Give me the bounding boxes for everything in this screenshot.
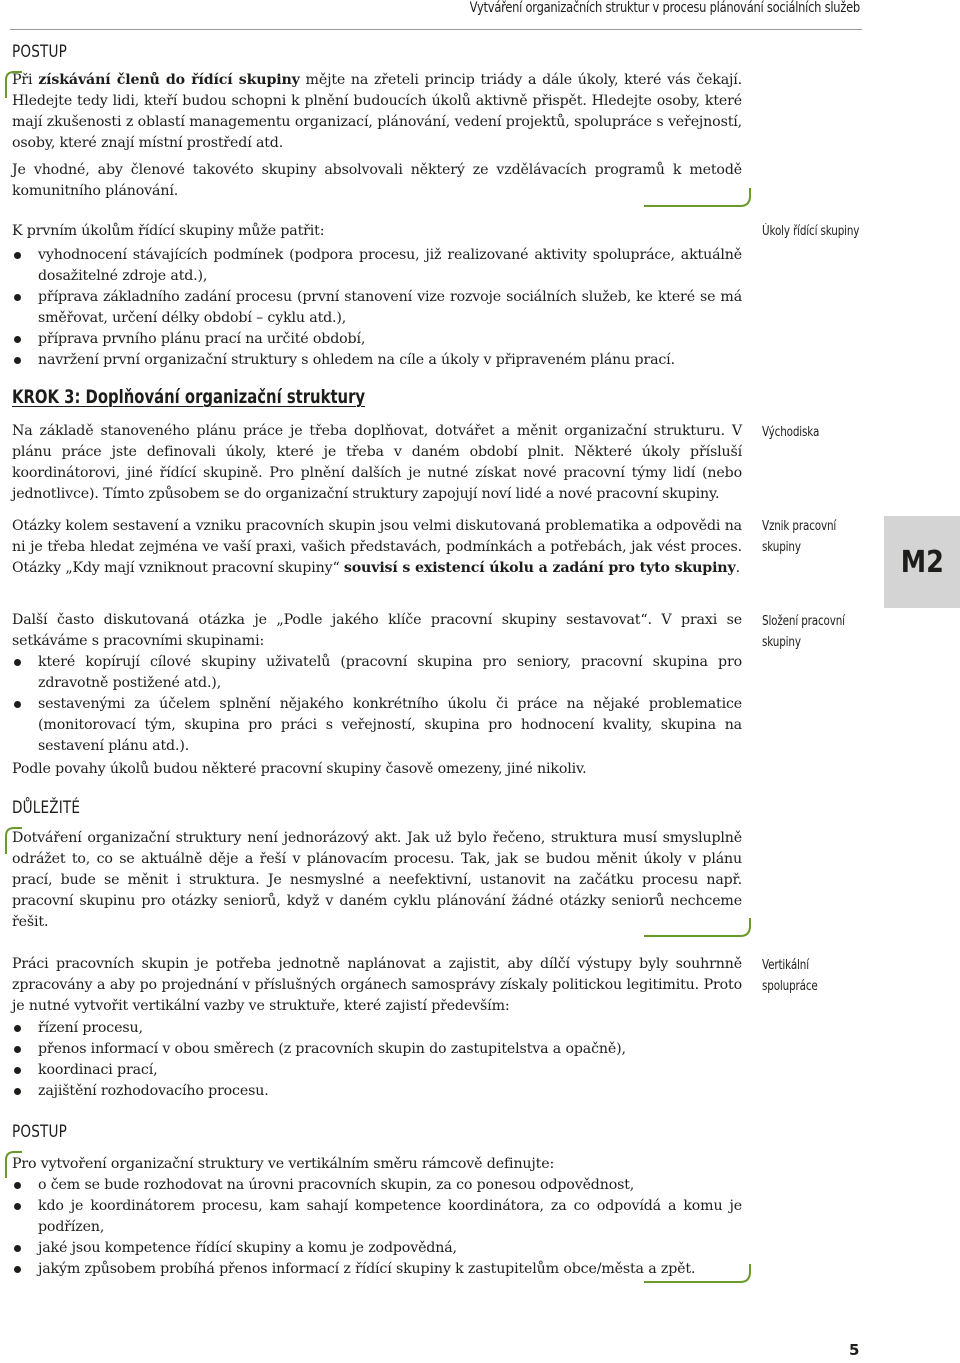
postup-box-bottom-right <box>642 186 754 210</box>
list-item: přenos informací v obou směrech (z pracovních skupin do zastupitelstva a opačně), <box>12 1039 742 1060</box>
postup2-box-bottom-right <box>642 1262 754 1286</box>
list-item: o čem se bude rozhodovat na úrovni pracovních skupin, za co ponesou odpovědnost, <box>12 1175 742 1196</box>
list-item: příprava prvního plánu prací na určité období, <box>12 329 742 350</box>
list-item: řízení procesu, <box>12 1018 742 1039</box>
margin-note-ukoly: Úkoly řídící skupiny <box>762 224 860 239</box>
list-item: koordinaci prací, <box>12 1060 742 1081</box>
list-item: které kopírují cílové skupiny uživatelů (pracovní skupina pro seniory, pracovní skupina pro zdravotně postižené atd.), <box>12 652 742 694</box>
chapter-tab <box>884 516 960 608</box>
postup2-list <box>12 1175 742 1280</box>
page-number: 5 <box>849 1341 860 1359</box>
postup-paragraph-2: Je vhodné, aby členové takovéto skupiny absolvovali některý ze vzdělávacích programů k metodě komunitního plánování. <box>12 162 742 199</box>
list-item: sestavenými za účelem splnění nějakého konkrétního úkolu či práce na nějaké problematice (monitorovací tým, skupina pro práci s veřejností, skupina pro hodnocení kvality, skupina na sestavení plánu atd.). <box>12 694 742 757</box>
postup-label: POSTUP <box>12 42 67 62</box>
section-heading: KROK 3: Doplňování organizační struktury <box>12 386 366 408</box>
margin-note-slozeni: Složení pracovní skupiny <box>762 614 845 650</box>
tasks-list <box>12 245 742 371</box>
header-rule <box>10 29 862 30</box>
vertical-list <box>12 1018 742 1102</box>
krok3-paragraph-1: Na základě stanoveného plánu práce je třeba doplňovat, dotvářet a měnit organizační strukturu. V plánu práce jste definovali úkoly, které je třeba v daném období plnit. Některé úkoly přísluší koordinátorovi, jiné řídící skupině. Pro plnění dalších je nutné získat nové pracovní týmy lidí (nebo jednotlivce). Tímto způsobem se do organizační struktury zapojují noví lidé a nové pracovní skupiny. <box>12 423 742 502</box>
chapter-tab-label: M2 <box>900 544 944 580</box>
krok3-paragraph-2: Otázky kolem sestavení a vzniku pracovních skupin jsou velmi diskutovaná problematika a odpovědi na ni je třeba hledat zejména ve vaší praxi, vašich představách, podmínkách a potřebách, jak vést proces. Otázky „Kdy mají vzniknout pracovní skupiny“ souvisí s existencí úkolu a zadání pro tyto skupiny. <box>12 518 742 576</box>
list-item: vyhodnocení stávajících podmínek (podpora procesu, již realizované aktivity spolupráce, aktuálně dosažitelné zdroje atd.), <box>12 245 742 287</box>
krok3-paragraph-3: Další často diskutovaná otázka je „Podle jakého klíče pracovní skupiny sestavovat“. V praxi se setkáváme s pracovními skupinami: <box>12 612 742 649</box>
vertical-paragraph: Práci pracovních skupin je potřeba jednotně naplánovat a zajistit, aby dílčí výstupy byly souhrnně zpracovány a aby po projednání v příslušných orgánech samosprávy získaly politickou legitimitu. Proto je nutné vytvořit vertikální vazby ve struktuře, které zajistí především: <box>12 956 742 1014</box>
margin-note-vychodiska: Východiska <box>762 425 820 440</box>
list-item: příprava základního zadání procesu (první stanovení vize rozvoje sociálních služeb, ke které se má směřovat, určení délky období – cyklu atd.), <box>12 287 742 329</box>
list-item: zajištění rozhodovacího procesu. <box>12 1081 742 1102</box>
krok3-list <box>12 652 742 757</box>
krok3-paragraph-4: Podle povahy úkolů budou některé pracovní skupiny časově omezeny, jiné nikoliv. <box>12 761 587 777</box>
running-header: Vytváření organizačních struktur v procesu plánování sociálních služeb <box>469 0 860 16</box>
margin-note-vznik: Vznik pracovní skupiny <box>762 519 837 555</box>
margin-note-vertikalni: Vertikální spolupráce <box>762 958 818 994</box>
postup-paragraph-1: Při získávání členů do řídící skupiny mějte na zřeteli princip triády a dále úkoly, které vás čekají. Hledejte tedy lidi, kteří budou schopni k plnění budoucích úkolů aktivně přispět. Hledejte osoby, které mají zkušenosti z oblastí managementu organizací, plánování, vedení projektů, spolupráce s veřejností, osoby, které znají místní prostředí atd. <box>12 72 742 151</box>
tasks-intro: K prvním úkolům řídící skupiny může patřit: <box>12 223 325 239</box>
list-item: kdo je koordinátorem procesu, kam sahají kompetence koordinátora, za co odpovídá a komu je podřízen, <box>12 1196 742 1238</box>
list-item: navržení první organizační struktury s ohledem na cíle a úkoly v připraveném plánu prací. <box>12 350 742 371</box>
dulezite-box-bottom-right <box>642 916 754 940</box>
postup2-intro: Pro vytvoření organizační struktury ve vertikálním směru rámcově definujte: <box>12 1156 555 1172</box>
list-item: jakým způsobem probíhá přenos informací z řídící skupiny k zastupitelům obce/města a zpět. <box>12 1259 742 1280</box>
dulezite-label: DŮLEŽITÉ <box>12 798 81 818</box>
dulezite-text: Dotváření organizační struktury není jednorázový akt. Jak už bylo řečeno, struktura musí smysluplně odrážet to, co se aktuálně děje a řeší v plánovacím procesu. Tak, jak se budou měnit úkoly v plánu prací, bude se měnit i struktura. Je nesmyslné a neefektivní, ustanovit na začátku procesu např. pracovní skupinu pro otázky seniorů, když v daném cyklu plánování žádné otázky seniorů nechceme řešit. <box>12 830 742 930</box>
postup-label-2: POSTUP <box>12 1122 67 1142</box>
list-item: jaké jsou kompetence řídící skupiny a komu je zodpovědná, <box>12 1238 742 1259</box>
